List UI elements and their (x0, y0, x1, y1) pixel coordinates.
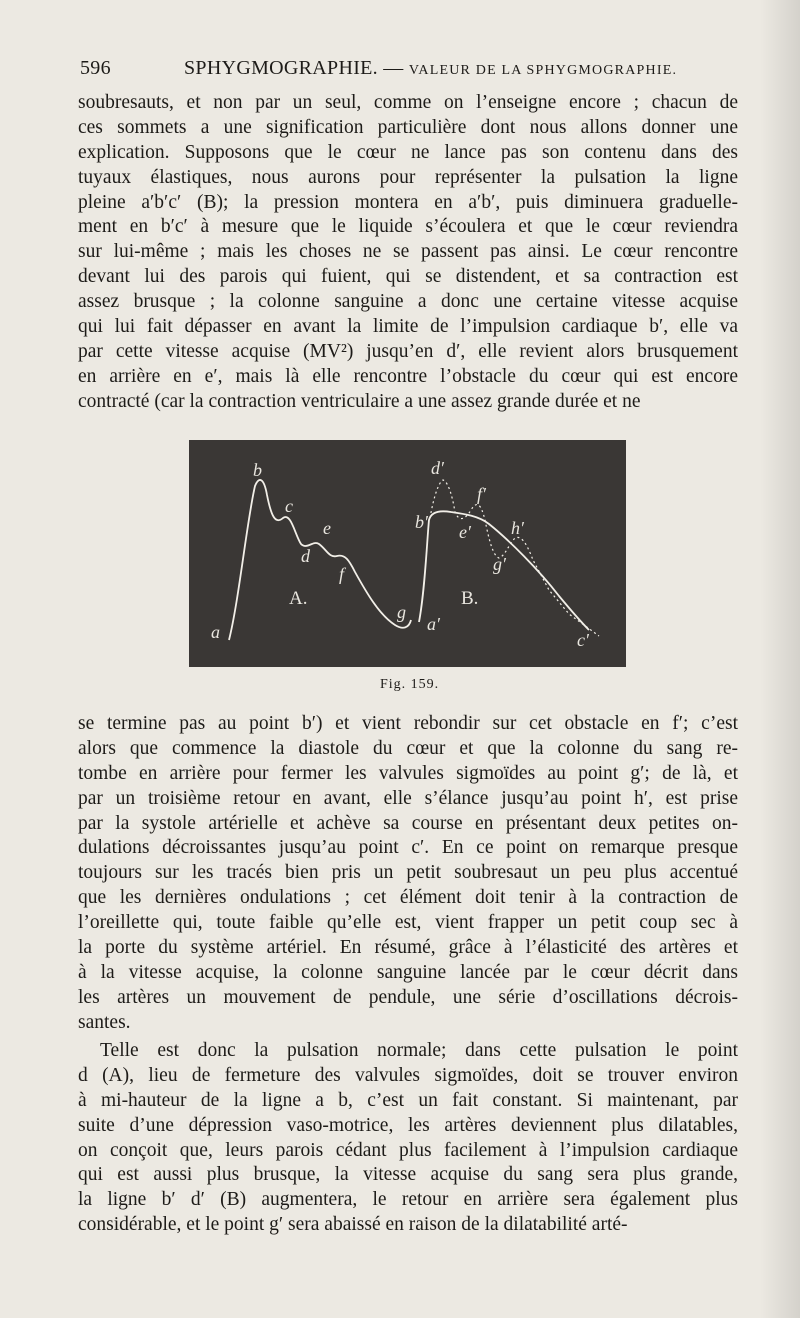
text-line: à mi-hauteur de la ligne a b, c’est un fait constant. Si maintenant, par (78, 1089, 738, 1111)
label-a: a (211, 622, 220, 642)
text-line: santes. (78, 1011, 131, 1033)
text-line: la ligne b′ d′ (B) augmentera, le retour en arrière sera également plus (78, 1189, 738, 1211)
pulse-curve-a (229, 480, 411, 640)
text-line: explication. Supposons que le cœur ne lance pas son contenu dans des (78, 141, 738, 163)
text-line: sur lui-même ; mais les choses ne se passent pas ainsi. Le cœur rencontre (78, 241, 738, 263)
text-line: considérable, et le point g′ sera abaissé en raison de la dilatabilité arté- (78, 1214, 628, 1236)
text-line: devant lui des parois qui fuient, qui se distendent, et sa contraction est (78, 266, 738, 288)
text-line: alors que commence la diastole du cœur et que la colonne du sang re- (78, 737, 738, 759)
text-line: suite d’une dépression vaso-motrice, les artères deviennent plus dilatables, (78, 1114, 738, 1136)
label-e-prime: e′ (459, 522, 471, 542)
running-title (184, 57, 677, 80)
text-line: par cette vitesse acquise (MV²) jusqu’en d′, elle revient alors brusquement (78, 340, 738, 362)
text-line: les artères un mouvement de pendule, une série d’oscillations décrois- (78, 986, 738, 1008)
text-line: tombe en arrière pour fermer les valvules sigmoïdes au point g′; de là, et (78, 762, 738, 784)
page-number: 596 (80, 57, 111, 79)
label-g: g (397, 602, 406, 622)
text-line: ces sommets a une signification particulière dont nous allons donner une (78, 116, 738, 138)
text-line: qui est aussi plus brusque, la vitesse acquise du sang sera plus grande, (78, 1164, 738, 1186)
running-title-sub: VALEUR DE LA SPHYGMOGRAPHIE. (408, 63, 678, 78)
text-line: par la systole artérielle et achève sa course en présentant deux petites on- (78, 812, 738, 834)
label-g-prime: g′ (493, 554, 506, 574)
figure-159 (189, 440, 626, 667)
text-line: qui lui fait dépasser en avant la limite de l’impulsion cardiaque b′, elle va (78, 316, 738, 338)
text-line: la porte du système artériel. En résumé, grâce à l’élasticité des artères et (78, 937, 738, 959)
label-h-prime: h′ (511, 518, 524, 538)
text-line: que les dernières ondulations ; cet élément doit tenir à la contraction de (78, 887, 738, 909)
paragraph-3 (78, 1039, 738, 1238)
label-B: B. (461, 588, 479, 609)
text-line: soubresauts, et non par un seul, comme on l’enseigne encore ; chacun de (78, 92, 738, 113)
label-a-prime: a′ (427, 614, 440, 634)
label-d-prime: d′ (431, 458, 444, 478)
label-c-prime: c′ (577, 630, 589, 650)
figure-caption: Fig. 159. (380, 677, 440, 692)
binding-shadow (760, 0, 800, 1318)
text-line: en arrière en e′, mais là elle rencontre l’obstacle du cœur qui est encore (78, 365, 738, 387)
text-line: par un troisième retour en avant, elle s’élance jusqu’au point h′, est prise (78, 787, 738, 809)
text-line: assez brusque ; la colonne sanguine a donc une certaine vitesse acquise (78, 291, 738, 313)
text-line: l’oreillette qui, toute faible qu’elle est, vient frapper un petit coup sec à (78, 912, 738, 934)
label-b: b (253, 460, 262, 480)
running-header (80, 57, 740, 87)
label-d: d (301, 546, 310, 566)
text-line: se termine pas au point b′) et vient rebondir sur cet obstacle en f′; c’est (78, 713, 738, 734)
text-line: d (A), lieu de fermeture des valvules sigmoïdes, doit se trouver environ (78, 1064, 738, 1086)
text-line: tuyaux élastiques, nous aurons pour représenter la pulsation la ligne (78, 166, 738, 188)
text-line: ment en b′c′ à mesure que le liquide s’écoulera et que le cœur reviendra (78, 216, 738, 238)
label-b-prime: b′ (415, 512, 428, 532)
text-line: Telle est donc la pulsation normale; dans cette pulsation le point (100, 1040, 738, 1061)
running-title-main: SPHYGMOGRAPHIE. — (184, 57, 404, 79)
text-line: toujours sur les tracés bien pris un petit soubresaut un peu plus accentué (78, 862, 738, 884)
label-c: c (285, 496, 293, 516)
text-line: dulations décroissantes jusqu’au point c′. En ce point on remarque presque (78, 837, 738, 859)
label-f-prime: f′ (477, 484, 486, 504)
pulse-tracing-diagram (189, 440, 626, 667)
text-line: contracté (car la contraction ventriculaire a une assez grande durée et ne (78, 390, 641, 412)
label-e: e (323, 518, 331, 538)
paragraph-1 (78, 91, 738, 415)
text-line: à la vitesse acquise, la colonne sanguine lancée par le cœur décrit dans (78, 961, 738, 983)
paragraph-2 (78, 712, 738, 1036)
text-line: pleine a′b′c′ (B); la pression montera en a′b′, puis diminuera graduelle- (78, 191, 738, 213)
label-A: A. (289, 588, 308, 609)
text-line: on conçoit que, leurs parois cédant plus facilement à l’impulsion cardiaque (78, 1139, 738, 1161)
label-f: f (339, 564, 345, 584)
